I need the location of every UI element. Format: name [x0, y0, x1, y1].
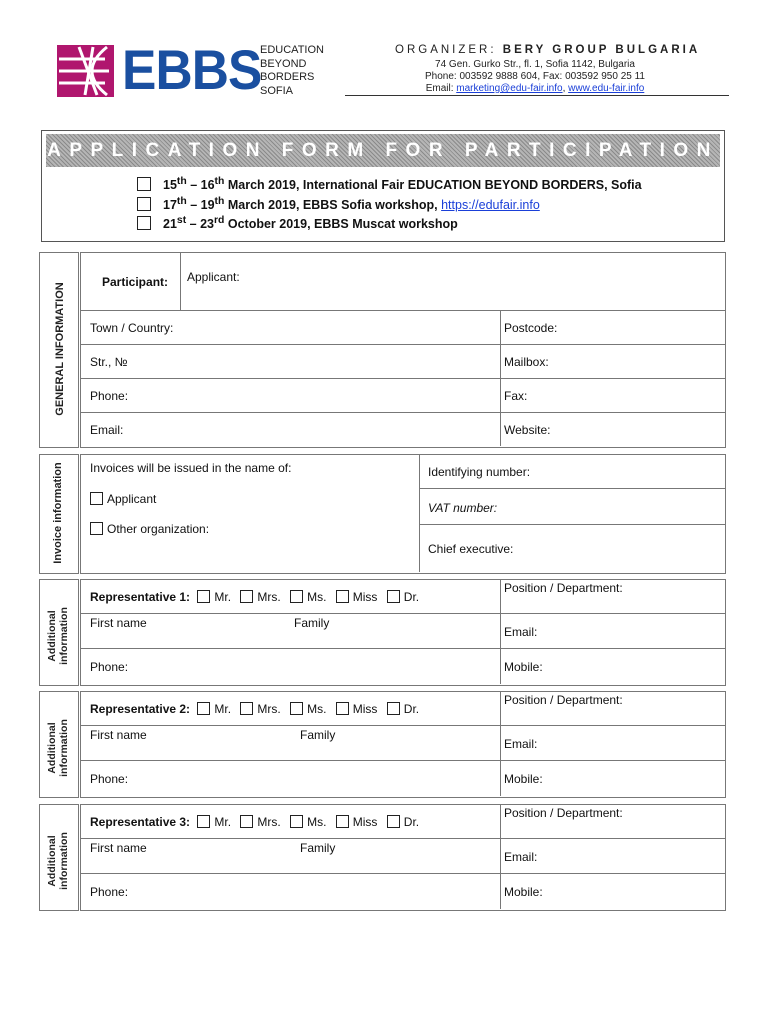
ebbs-logo-mark [57, 45, 114, 97]
logo-subtitle [260, 44, 324, 98]
participant-label: Participant: [102, 275, 169, 289]
identifying-number-field[interactable]: Identifying number: [428, 465, 531, 479]
rep3-title-row: Representative 3: Mr. Mrs. Ms. Miss Dr. [90, 815, 420, 829]
organizer-name: BERY GROUP BULGARIA [502, 44, 701, 56]
organizer-prefix: ORGANIZER: [395, 44, 497, 56]
applicant-field[interactable]: Applicant: [187, 270, 240, 284]
title-option-mr[interactable]: Mr. [197, 590, 231, 604]
rep3-email-field[interactable]: Email: [504, 850, 538, 864]
title-option-ms[interactable]: Ms. [290, 702, 326, 716]
divider [500, 804, 501, 909]
logo-sub-line: BEYOND [260, 57, 307, 70]
title-option-mrs[interactable]: Mrs. [240, 590, 280, 604]
rep1-side-label: Additional information [46, 607, 70, 665]
event-option-3[interactable]: 21st – 23rd October 2019, EBBS Muscat workshop [137, 215, 458, 231]
rep1-mobile-field[interactable]: Mobile: [504, 660, 543, 674]
title-option-miss[interactable]: Miss [336, 590, 378, 604]
rep3-mobile-field[interactable]: Mobile: [504, 885, 543, 899]
divider [80, 412, 725, 413]
divider [80, 613, 725, 614]
event-option-2[interactable]: 17th – 19th March 2019, EBBS Sofia workshop, https://edufair.info [137, 196, 540, 212]
organizer-address: 74 Gen. Gurko Str., fl. 1, Sofia 1142, Bulgaria [435, 59, 635, 70]
rep3-phone-field[interactable]: Phone: [90, 885, 129, 899]
title-option-miss[interactable]: Miss [336, 815, 378, 829]
divider [80, 648, 725, 649]
organizer-phone-fax: Phone: 003592 9888 604, Fax: 003592 950 25 11 [424, 71, 645, 82]
rep3-side-label: Additional information [46, 832, 70, 890]
separator: , [562, 83, 569, 94]
applicant-checkbox[interactable] [90, 492, 103, 505]
town-country-field[interactable]: Town / Country: [90, 321, 174, 335]
title-option-mrs[interactable]: Mrs. [240, 815, 280, 829]
other-organization-checkbox[interactable] [90, 522, 103, 535]
general-info-box [80, 252, 726, 448]
street-field[interactable]: Str., № [90, 355, 128, 369]
divider [419, 524, 725, 525]
divider [80, 344, 725, 345]
organizer-contacts [385, 83, 685, 94]
email-prefix: Email: [425, 83, 457, 94]
title-option-mr[interactable]: Mr. [197, 702, 231, 716]
divider [80, 760, 725, 761]
event-checkbox[interactable] [137, 197, 151, 211]
postcode-field[interactable]: Postcode: [504, 321, 558, 335]
logo-sub-line: BORDERS [260, 71, 315, 83]
rep2-first-name-field[interactable]: First name [90, 728, 147, 742]
logo-wordmark: EBBS [122, 38, 262, 101]
rep2-phone-field[interactable]: Phone: [90, 772, 129, 786]
rep3-position-field[interactable]: Position / Department: [504, 806, 623, 820]
divider [500, 691, 501, 796]
divider [80, 838, 725, 839]
event-checkbox[interactable] [137, 177, 151, 191]
rep1-position-field[interactable]: Position / Department: [504, 581, 623, 595]
rep1-family-field[interactable]: Family [294, 616, 330, 630]
mailbox-field[interactable]: Mailbox: [504, 355, 549, 369]
invoice-info-label: Invoice information [52, 462, 64, 564]
divider [80, 725, 725, 726]
header-divider [345, 95, 729, 96]
divider [419, 488, 725, 489]
fax-field[interactable]: Fax: [504, 389, 528, 403]
event-option-1[interactable]: 15th – 16th March 2019, International Fair EDUCATION BEYOND BORDERS, Sofia [137, 176, 642, 192]
globe-icon [57, 45, 114, 97]
edufair-link[interactable]: https://edufair.info [441, 198, 540, 213]
rep3-family-field[interactable]: Family [300, 841, 336, 855]
title-option-mrs[interactable]: Mrs. [240, 702, 280, 716]
email-field[interactable]: Email: [90, 423, 124, 437]
rep1-email-field[interactable]: Email: [504, 625, 538, 639]
rep2-email-field[interactable]: Email: [504, 737, 538, 751]
divider [80, 378, 725, 379]
rep2-side-label: Additional information [46, 719, 70, 777]
divider [500, 310, 501, 446]
invoice-applicant-option[interactable]: Applicant [90, 492, 156, 506]
vat-number-field[interactable]: VAT number: [428, 501, 498, 515]
phone-field[interactable]: Phone: [90, 389, 129, 403]
event-checkbox[interactable] [137, 216, 151, 230]
logo-sub-line: EDUCATION [260, 44, 324, 56]
divider [500, 579, 501, 684]
title-option-ms[interactable]: Ms. [290, 815, 326, 829]
rep2-mobile-field[interactable]: Mobile: [504, 772, 543, 786]
title-option-dr[interactable]: Dr. [387, 702, 419, 716]
invoice-issued-to-label: Invoices will be issued in the name of: [90, 461, 292, 475]
divider [180, 252, 181, 310]
organizer-email-link[interactable]: marketing@edu-fair.info [456, 83, 563, 94]
organizer-website-link[interactable]: www.edu-fair.info [568, 83, 645, 94]
form-title: APPLICATION FORM FOR PARTICIPATION [47, 140, 719, 161]
rep2-family-field[interactable]: Family [300, 728, 336, 742]
invoice-other-option[interactable]: Other organization: [90, 522, 209, 536]
rep2-position-field[interactable]: Position / Department: [504, 693, 623, 707]
website-field[interactable]: Website: [504, 423, 551, 437]
chief-executive-field[interactable]: Chief executive: [428, 542, 514, 556]
title-option-miss[interactable]: Miss [336, 702, 378, 716]
title-option-mr[interactable]: Mr. [197, 815, 231, 829]
rep1-first-name-field[interactable]: First name [90, 616, 147, 630]
title-option-ms[interactable]: Ms. [290, 590, 326, 604]
organizer-title [395, 44, 700, 56]
rep1-phone-field[interactable]: Phone: [90, 660, 129, 674]
divider [419, 454, 420, 572]
title-option-dr[interactable]: Dr. [387, 815, 419, 829]
rep2-title-row: Representative 2: Mr. Mrs. Ms. Miss Dr. [90, 702, 420, 716]
general-info-label: GENERAL INFORMATION [54, 282, 66, 416]
logo-sub-line: SOFIA [260, 84, 294, 97]
divider [80, 310, 725, 311]
rep1-title-row: Representative 1: Mr. Mrs. Ms. Miss Dr. [90, 590, 420, 604]
rep3-first-name-field[interactable]: First name [90, 841, 147, 855]
title-option-dr[interactable]: Dr. [387, 590, 419, 604]
divider [80, 873, 725, 874]
